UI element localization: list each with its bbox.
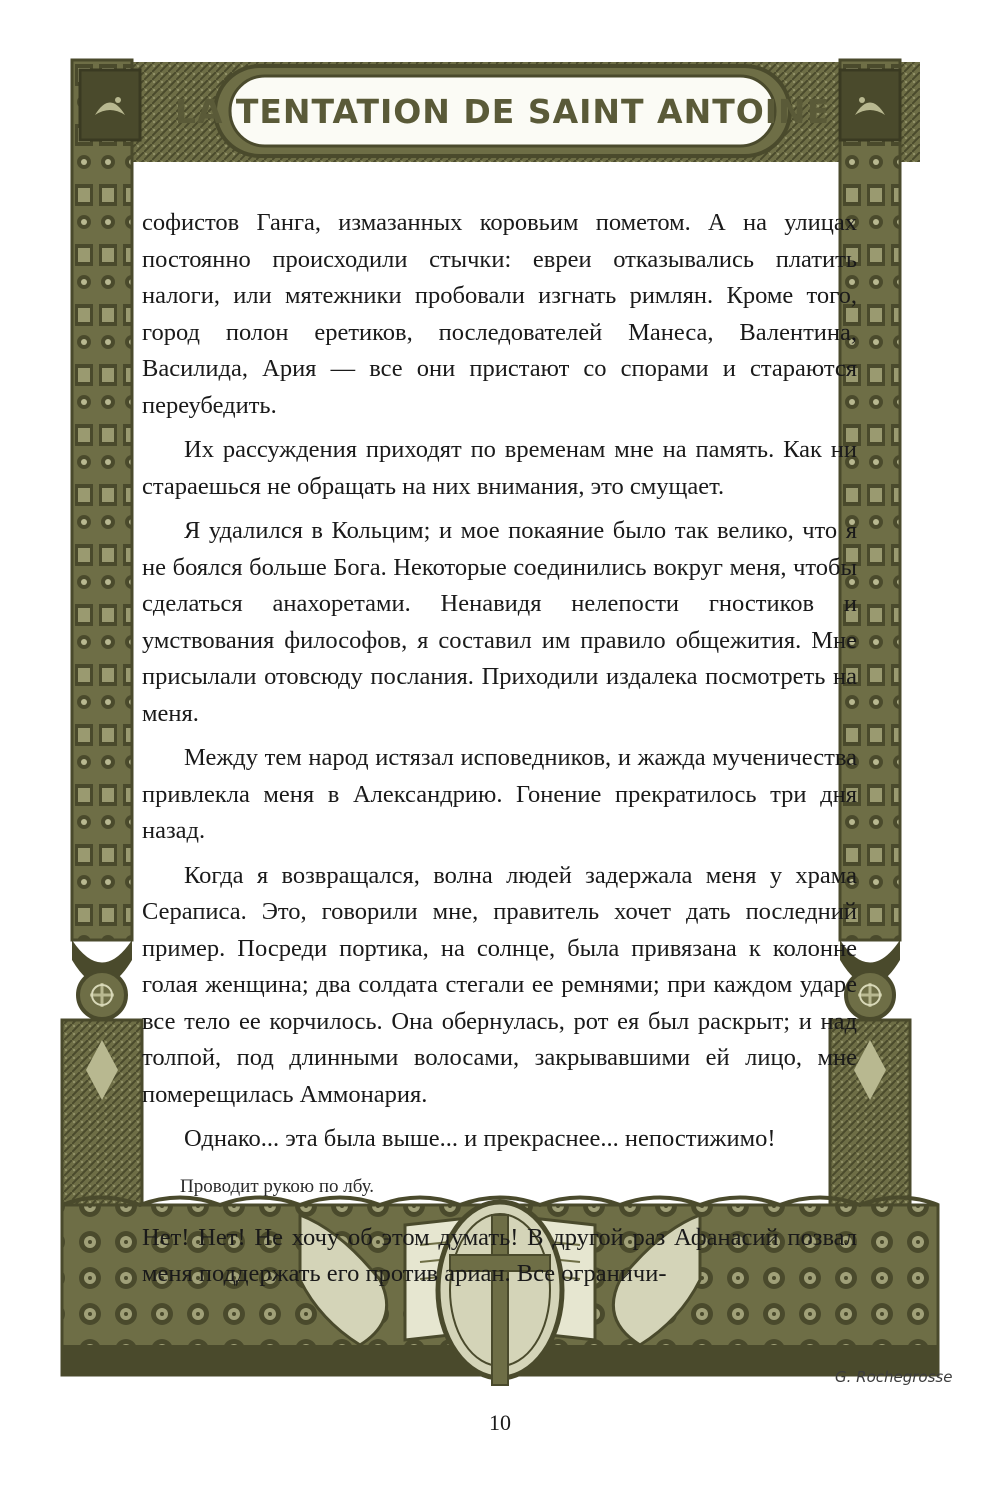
paragraph: Я удалился в Кольцим; и мое покаяние было так велико, что я не боялся больше Бога. Некоторые соединились вокруг меня, чтобы сделаться анахоретами. Ненавидя нелепости гностиков и умствования философов, я составил им правило общежития. Мне присылали отовсюду послания. Приходили издалека посмотреть на меня. xyxy=(142,517,857,727)
left-column xyxy=(62,60,142,1230)
artist-signature: G. Rochegrosse xyxy=(835,1368,953,1386)
paragraph: Их рассуждения приходят по временам мне на память. Как ни стараешься не обращать на них внимания, это смущает. xyxy=(142,436,857,500)
paragraph: Однако... эта была выше... и прекраснее... непостижимо! xyxy=(184,1125,776,1152)
stage-direction: Проводит рукою по лбу. xyxy=(180,1175,375,1197)
page-title: LA TENTATION DE SAINT ANTOINE xyxy=(174,91,831,131)
paragraph: Между тем народ истязал исповедников, и жажда мученичества привлекла меня в Александрию. Гонение прекратилось три дня назад. xyxy=(142,744,857,844)
paragraph: Когда я возвращался, волна людей задержала меня у храма Сераписа. Это, говорили мне, правитель хочет дать последний пример. Посреди портика, на солнце, была привязана к колонне голая женщина; два солдата стегали ее ремнями; при каждом ударе все тело ее корчилось. Она обернулась, рот ея был раскрыт; и над толпой, под длинными волосами, закрывавшими ей лицо, мне померещилась Аммонария. xyxy=(142,861,857,1108)
bird-icon xyxy=(80,70,140,140)
body-text xyxy=(142,205,857,1301)
paragraph: Нет! Нет! Не хочу об этом думать! В другой раз Афанасий позвал меня поддержать его против ариан. Все ограничи- xyxy=(142,1223,857,1287)
page-number: 10 xyxy=(489,1410,511,1435)
paragraph: софистов Ганга, измазанных коровьим пометом. А на улицах постоянно происходили стычки: евреи отказывались платить налоги, или мятежники пробовали изгнать римлян. Кроме того, город полон еретиков, последователей Манеса, Валентина, Василида, Ария — все они пристают со спорами и стараются переубедить. xyxy=(142,209,857,419)
bird-icon xyxy=(840,70,900,140)
